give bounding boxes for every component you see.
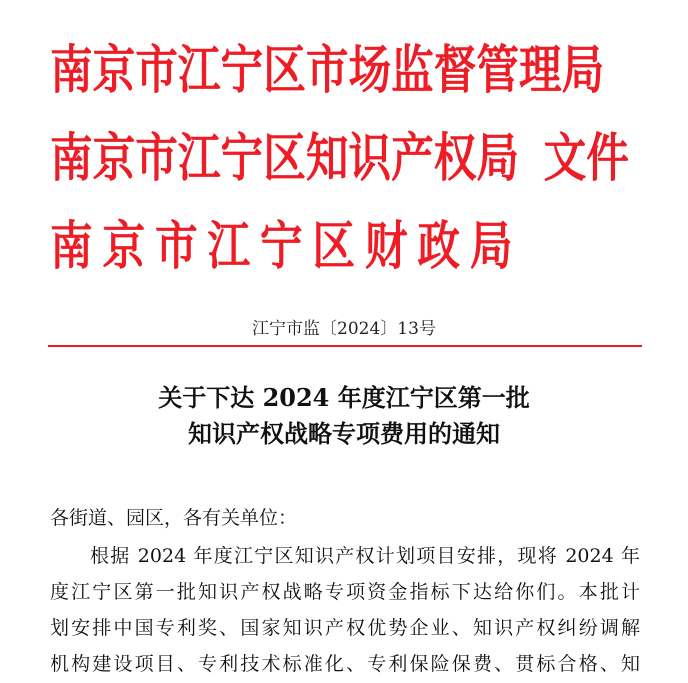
salutation: 各街道、园区，各有关单位： [50,507,298,529]
document-title [0,380,688,452]
issuing-org-2: 南京市江宁区知识产权局 [50,128,520,189]
body-line: 度江宁区第一批知识产权战略专项资金指标下达给你们。本批计 [50,581,640,603]
body-line: 划安排中国专利奖、国家知识产权优势企业、知识产权纠纷调解 [50,617,640,639]
body-line: 根据 2024 年度江宁区知识产权计划项目安排，现将 2024 年 [90,545,640,567]
issuing-org-1: 南京市江宁区市场监督管理局 [50,40,605,101]
title-line-2: 知识产权战略专项费用的通知 [188,419,500,448]
title-line-1: 关于下达 2024 年度江宁区第一批 [158,383,530,412]
issuing-org-2-row [50,124,629,194]
red-separator-line [48,345,642,347]
issuing-org-3: 南京市江宁区财政局 [50,216,523,277]
body-paragraph [50,538,640,682]
document-number: 江宁市监〔2024〕13号 [252,319,436,339]
document-suffix: 文件 [543,128,629,189]
body-line: 机构建设项目、专利技术标准化、专利保险保费、贯标合格、知 [50,653,640,675]
